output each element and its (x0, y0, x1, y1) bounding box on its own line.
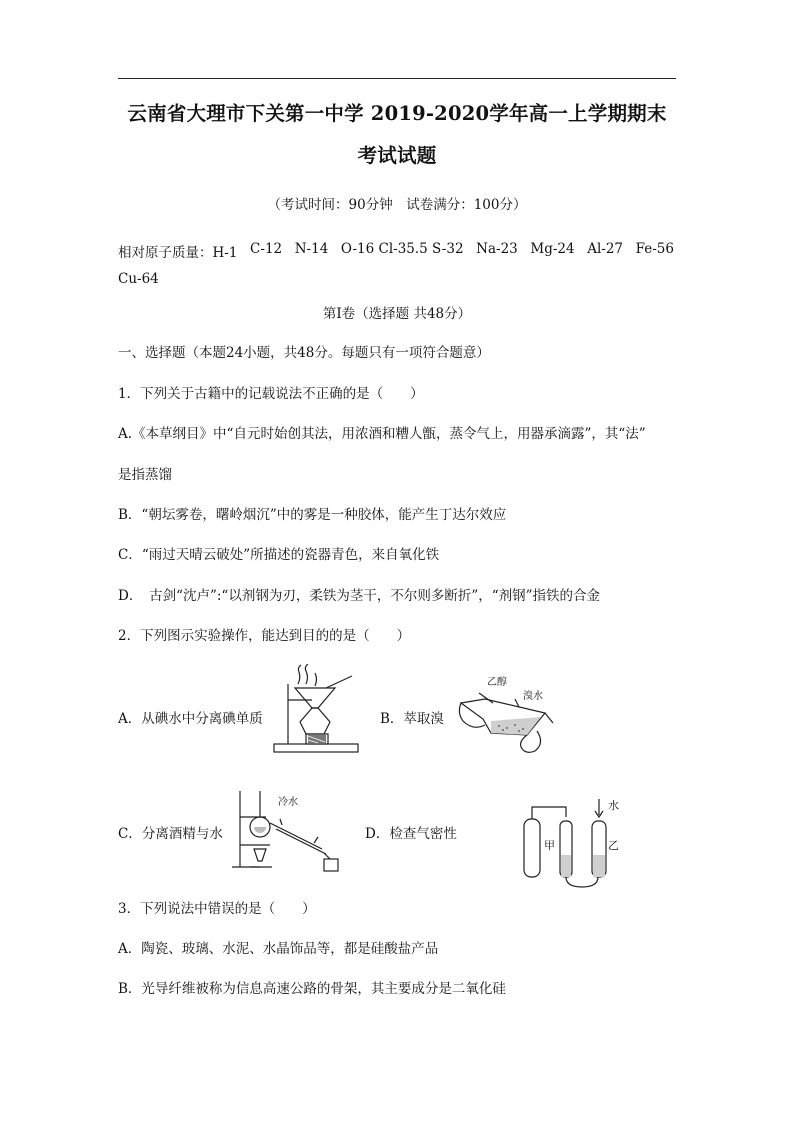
atomic-mass-item: N-14 (294, 241, 329, 257)
atomic-mass-item: Fe-56 (635, 241, 674, 257)
atomic-mass-item: Mg-24 (530, 241, 575, 257)
figure-extraction-funnel (455, 673, 557, 757)
exam-title-line1: 云南省大理市下关第一中学 2019-2020学年高一上学期期末 (127, 102, 667, 125)
q2-option-b: B．萃取溴 (380, 711, 444, 727)
exam-title-line2: 考试试题 (357, 144, 437, 167)
atomic-mass-overflow: Cu-64 (118, 271, 159, 287)
label-water: 水 (608, 799, 619, 812)
q1-option-c: C．“雨过天晴云破处”所描述的瓷器青色，来自氧化铁 (118, 547, 440, 563)
atomic-mass-item: C-12 (250, 241, 283, 257)
atomic-mass-item: Na-23 (476, 241, 518, 257)
q1-option-a: A.《本草纲目》中“自元时始创其法，用浓酒和糟人甑，蒸令气上，用器承滴露”，其“法” (118, 426, 646, 442)
figure-airtightness-check (520, 795, 624, 889)
exam-info: （考试时间：90分钟 试卷满分：100分） (267, 197, 527, 213)
q2-option-d: D．检查气密性 (365, 826, 457, 842)
label-jia: 甲 (544, 839, 555, 852)
q2-option-c: C．分离酒精与水 (118, 826, 223, 842)
atomic-mass-label: 相对原子质量：H-1 (118, 245, 238, 261)
label-ethanol: 乙醇 (487, 677, 507, 688)
figure-sublimation-apparatus (268, 664, 360, 756)
label-yi: 乙 (608, 839, 619, 852)
q3-option-a: A．陶瓷、玻璃、水泥、水晶饰品等，都是硅酸盐产品 (118, 941, 439, 957)
q1-option-d: D． 古剑“沈卢”:“以剂钢为刃，柔铁为茎干，不尔则多断折”，“剂钢”指铁的合金 (118, 588, 601, 604)
atomic-mass-item: Al-27 (587, 241, 624, 257)
q3-stem: 3．下列说法中错误的是（ ） (118, 901, 316, 917)
atomic-mass-row (118, 241, 674, 261)
q3-option-b: B．光导纤维被称为信息高速公路的骨架，其主要成分是二氧化硅 (118, 981, 506, 997)
header-rule (118, 78, 676, 79)
label-bromine-water: 溴水 (523, 691, 543, 702)
q1-option-b: B．“朝坛雾卷，曙岭烟沉”中的雾是一种胶体，能产生丁达尔效应 (118, 507, 507, 523)
atomic-mass-item: O-16 Cl-35.5 S-32 (340, 241, 464, 257)
q1-option-a-cont: 是指蒸馏 (118, 467, 172, 483)
q2-stem: 2．下列图示实验操作，能达到目的的是（ ） (118, 628, 411, 644)
label-cold-water: 冷水 (278, 797, 298, 808)
q1-stem: 1．下列关于古籍中的记载说法不正确的是（ ） (118, 386, 424, 402)
section-title: 第Ⅰ卷（选择题 共48分） (322, 306, 472, 322)
part-heading: 一、选择题（本题24小题，共48分。每题只有一项符合题意） (118, 345, 490, 361)
figure-distillation-apparatus (230, 787, 348, 875)
q2-option-a: A．从碘水中分离碘单质 (118, 711, 263, 727)
